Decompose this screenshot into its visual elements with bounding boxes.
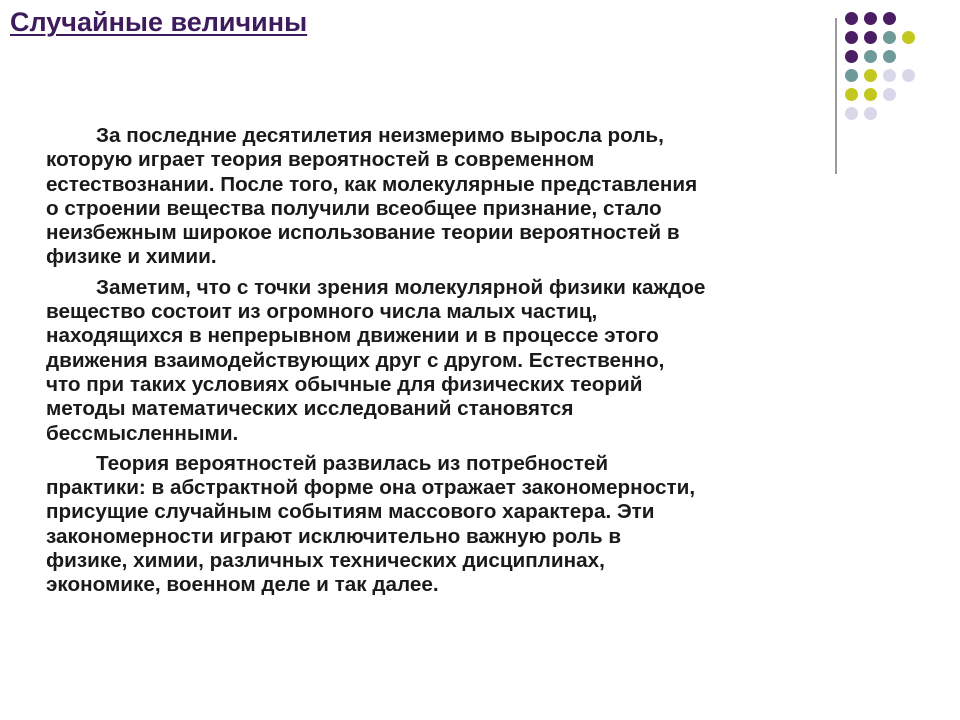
paragraph-3: Теория вероятностей развилась из потребностей практики: в абстрактной форме она отражает закономерности, присущие случайным событиям массового характера. Эти закономерности играют исключительно важную роль в физике, химии, различных технических дисциплинах, экономике, военном деле и так далее. [46,451,696,597]
decorative-dot [864,107,877,120]
paragraph-2: Заметим, что с точки зрения молекулярной физики каждое вещество состоит из огромного числа малых частиц, находящихся в непрерывном движении и в процессе этого движения взаимодействующих друг с другом. Естественно, что при таких условиях обычные для физических теорий методы математических исследований становятся бессмысленными. [46,275,706,445]
decorative-dot [883,88,896,101]
decorative-dot [864,50,877,63]
decorative-dot [845,69,858,82]
decorative-dot [864,31,877,44]
decorative-dot [864,88,877,101]
paragraph-1: За последние десятилетия неизмеримо выросла роль, которую играет теория вероятностей в современном естествознании. После того, как молекулярные представления о строении вещества получили всеобщее признание, стало неизбежным широкое использование теории вероятностей в физике и химии. [46,124,698,269]
decorative-dot [902,31,915,44]
decorative-dot [845,50,858,63]
decorative-dot [883,50,896,63]
decorative-dot [883,69,896,82]
decorative-dot [902,69,915,82]
decorative-dot [883,12,896,25]
decorative-dot-grid [845,12,945,152]
slide-title: Случайные величины [10,7,308,37]
decorative-dot [864,12,877,25]
slide-body [46,124,846,604]
decorative-dot [845,88,858,101]
decorative-dot [845,107,858,120]
decorative-dot [845,12,858,25]
decorative-dot [883,31,896,44]
decorative-dot [845,31,858,44]
decorative-dot [864,69,877,82]
